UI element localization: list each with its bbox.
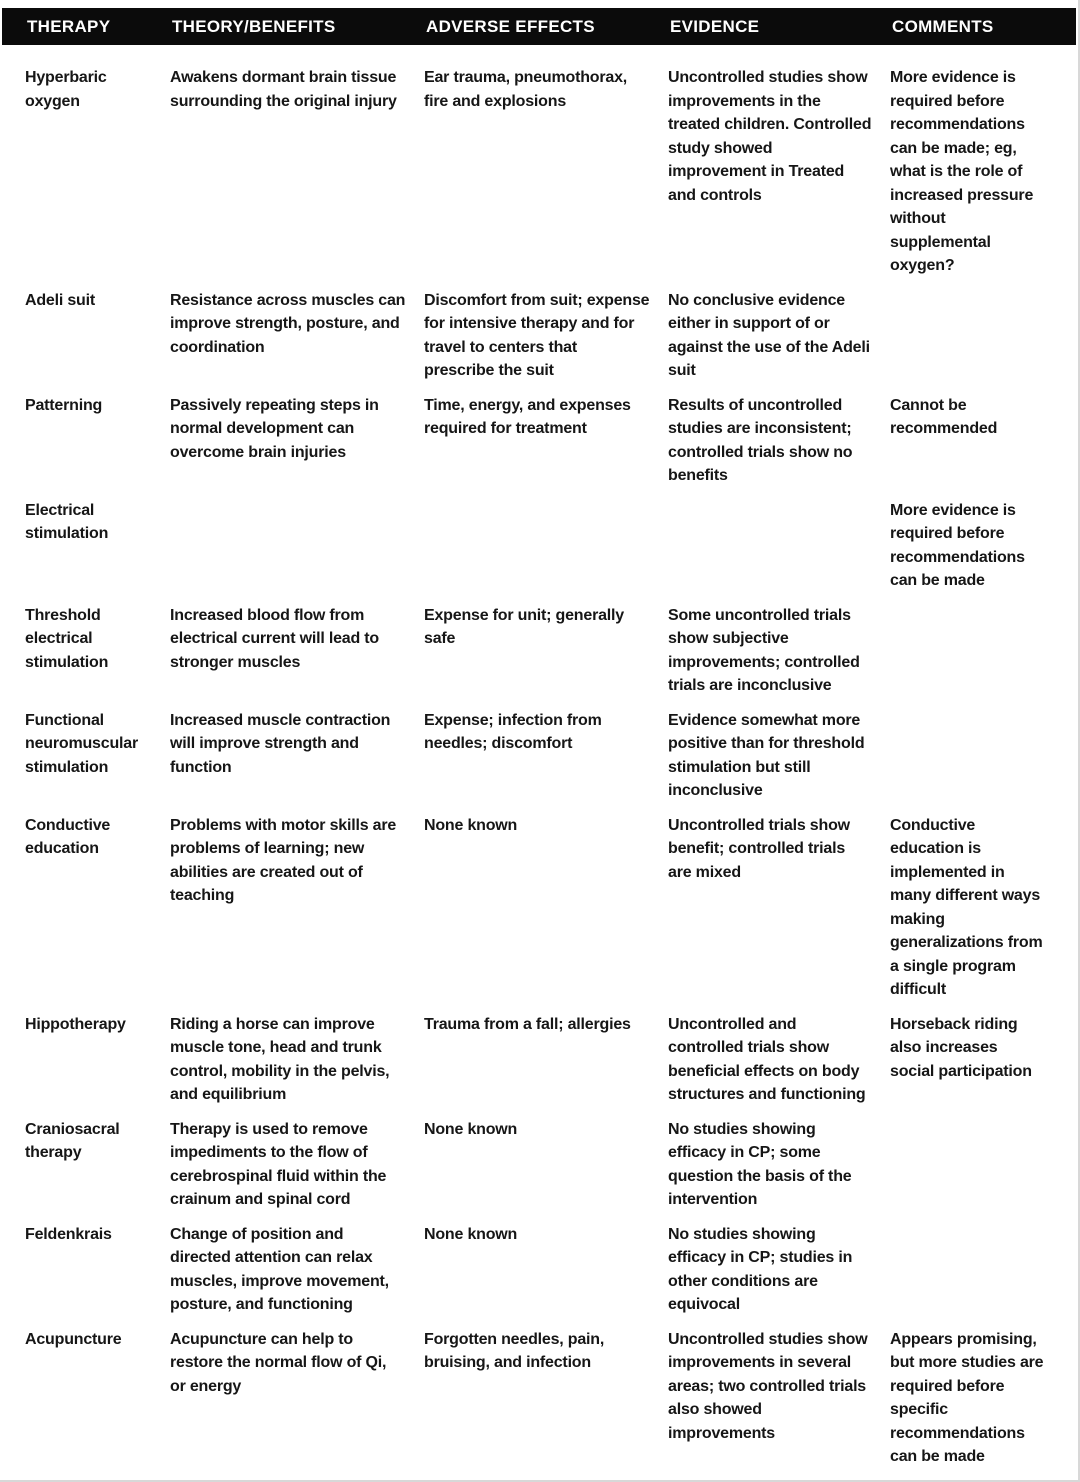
cell-therapy: Conductive education [25, 816, 111, 857]
cell-comments: More evidence is required before recommendations can be made [890, 501, 1025, 589]
table-header-row [2, 8, 1076, 45]
cell-evidence: No conclusive evidence either in support of or against the use of the Adeli suit [668, 291, 870, 379]
cell-theory: Acupuncture can help to restore the normal flow of Qi, or energy [170, 1330, 387, 1395]
cell-theory: Change of position and directed attention can relax muscles, improve movement, posture, and functioning [170, 1225, 389, 1313]
cell-evidence: Uncontrolled studies show improvements in several areas; two controlled trials also showed improvements [668, 1330, 868, 1442]
cell-therapy: Hippotherapy [25, 1015, 126, 1033]
cell-comments [890, 289, 1062, 383]
cell-evidence [668, 499, 890, 593]
cell-evidence: Some uncontrolled trials show subjective improvements; controlled trials are inconclusive [668, 606, 860, 694]
cell-comments: More evidence is required before recommendations can be made; eg, what is the role of increased pressure without supplemental oxygen? [890, 69, 1034, 274]
cell-theory: Riding a horse can improve muscle tone, head and trunk control, mobility in the pelvis, and equilibrium [170, 1015, 390, 1103]
cell-comments [890, 1223, 1062, 1317]
cell-evidence: Uncontrolled studies show improvements in the treated children. Controlled study showed improvement in Treated and controls [668, 69, 872, 204]
cell-theory: Resistance across muscles can improve strength, posture, and coordination [170, 291, 406, 356]
table-row [0, 604, 1078, 698]
cell-comments: Appears promising, but more studies are required before specific recommendations can be made [890, 1330, 1044, 1465]
cell-comments [890, 709, 1062, 803]
cell-evidence: Uncontrolled and controlled trials show beneficial effects on body structures and functioning [668, 1015, 866, 1103]
cell-adverse: Forgotten needles, pain, bruising, and infection [424, 1330, 605, 1371]
cell-therapy: Adeli suit [25, 291, 96, 309]
cell-comments: Cannot be recommended [890, 396, 998, 437]
cell-therapy: Acupuncture [25, 1330, 122, 1348]
cell-adverse [424, 499, 668, 593]
cell-therapy: Electrical stimulation [25, 501, 109, 542]
column-header-theory: THEORY/BENEFITS [172, 16, 336, 36]
table-row [0, 499, 1078, 593]
column-header-comments: COMMENTS [892, 16, 994, 36]
cell-therapy: Feldenkrais [25, 1225, 112, 1243]
cell-therapy: Hyperbaric oxygen [25, 69, 107, 110]
cell-comments: Conductive education is implemented in many different ways making generalizations from a single program difficult [890, 816, 1043, 998]
cell-theory: Problems with motor skills are problems of learning; new abilities are created out of teaching [170, 816, 397, 904]
table-row [0, 66, 1078, 278]
table-row [0, 814, 1078, 1002]
cell-adverse: Time, energy, and expenses required for treatment [424, 396, 631, 437]
cell-theory: Passively repeating steps in normal development can overcome brain injuries [170, 396, 379, 461]
cell-adverse: Trauma from a fall; allergies [424, 1015, 631, 1033]
column-header-therapy: THERAPY [27, 16, 111, 36]
table-row [0, 394, 1078, 488]
cell-adverse: Ear trauma, pneumothorax, fire and explosions [424, 69, 628, 110]
column-header-adverse: ADVERSE EFFECTS [426, 16, 595, 36]
cell-theory [170, 499, 424, 593]
cell-theory: Increased blood flow from electrical current will lead to stronger muscles [170, 606, 379, 671]
cell-adverse: Expense for unit; generally safe [424, 606, 624, 647]
cell-evidence: Results of uncontrolled studies are inconsistent; controlled trials show no benefits [668, 396, 853, 484]
cell-evidence: No studies showing efficacy in CP; studies in other conditions are equivocal [668, 1225, 853, 1313]
table-body [0, 45, 1078, 1469]
table-row [0, 709, 1078, 803]
cell-therapy: Threshold electrical stimulation [25, 606, 109, 671]
table-row [0, 289, 1078, 383]
cell-theory: Therapy is used to remove impediments to the flow of cerebrospinal fluid within the crainum and spinal cord [170, 1120, 387, 1208]
table-row [0, 1223, 1078, 1317]
cell-comments [890, 604, 1062, 698]
cell-evidence: No studies showing efficacy in CP; some question the basis of the intervention [668, 1120, 852, 1208]
cell-evidence: Evidence somewhat more positive than for threshold stimulation but still inconclusive [668, 711, 865, 799]
table-row [0, 1328, 1078, 1469]
table-row [0, 1118, 1078, 1212]
cell-therapy: Craniosacral therapy [25, 1120, 120, 1161]
cell-theory: Increased muscle contraction will improve strength and function [170, 711, 391, 776]
table-row [0, 1013, 1078, 1107]
cell-comments: Horseback riding also increases social participation [890, 1015, 1032, 1080]
cell-therapy: Patterning [25, 396, 103, 414]
cell-comments [890, 1118, 1062, 1212]
cell-therapy: Functional neuromuscular stimulation [25, 711, 138, 776]
cell-adverse: Expense; infection from needles; discomfort [424, 711, 602, 752]
cell-adverse: None known [424, 1120, 518, 1138]
cell-adverse: Discomfort from suit; expense for intensive therapy and for travel to centers that prescribe the suit [424, 291, 650, 379]
cell-evidence: Uncontrolled trials show benefit; controlled trials are mixed [668, 816, 850, 881]
cell-adverse: None known [424, 1225, 518, 1243]
cell-adverse: None known [424, 816, 518, 834]
column-header-evidence: EVIDENCE [670, 16, 760, 36]
therapy-comparison-table [0, 8, 1078, 1469]
cell-theory: Awakens dormant brain tissue surrounding the original injury [170, 69, 397, 110]
